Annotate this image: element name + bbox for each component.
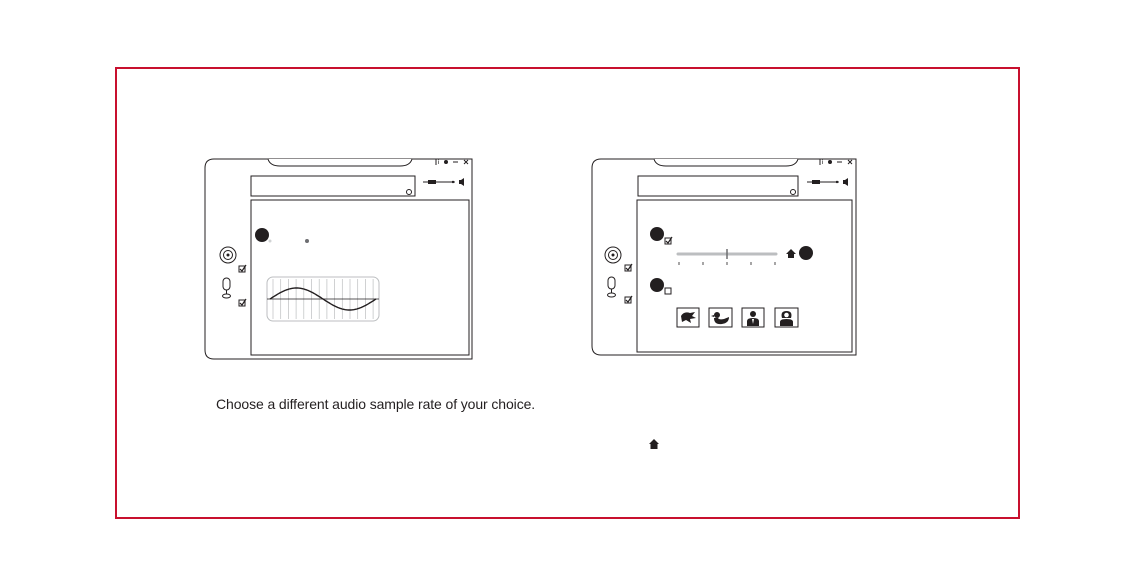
monster-icon[interactable] <box>677 308 699 327</box>
pitch-checkbox[interactable] <box>665 237 672 244</box>
microphone-checkbox[interactable] <box>625 296 632 303</box>
path-input[interactable] <box>638 176 798 196</box>
info-icon[interactable]: i <box>822 160 824 166</box>
main-panel <box>637 200 852 352</box>
step-marker <box>799 246 813 260</box>
microphone-icon[interactable] <box>608 277 616 297</box>
step-marker <box>650 278 664 292</box>
home-icon <box>648 438 660 450</box>
title-notch <box>654 159 798 166</box>
preset-checkbox[interactable] <box>665 288 671 294</box>
male-voice-icon[interactable] <box>742 308 764 327</box>
caption-text: Choose a different audio sample rate of your choice. <box>216 396 536 412</box>
speaker-icon[interactable] <box>605 247 621 263</box>
step-marker <box>650 227 664 241</box>
speaker-checkbox[interactable] <box>625 264 632 271</box>
duck-icon[interactable] <box>709 308 732 327</box>
info-icon[interactable]: i <box>438 160 440 166</box>
page-footer <box>0 560 1135 568</box>
record-icon[interactable] <box>828 160 832 164</box>
female-voice-icon[interactable] <box>775 308 798 327</box>
